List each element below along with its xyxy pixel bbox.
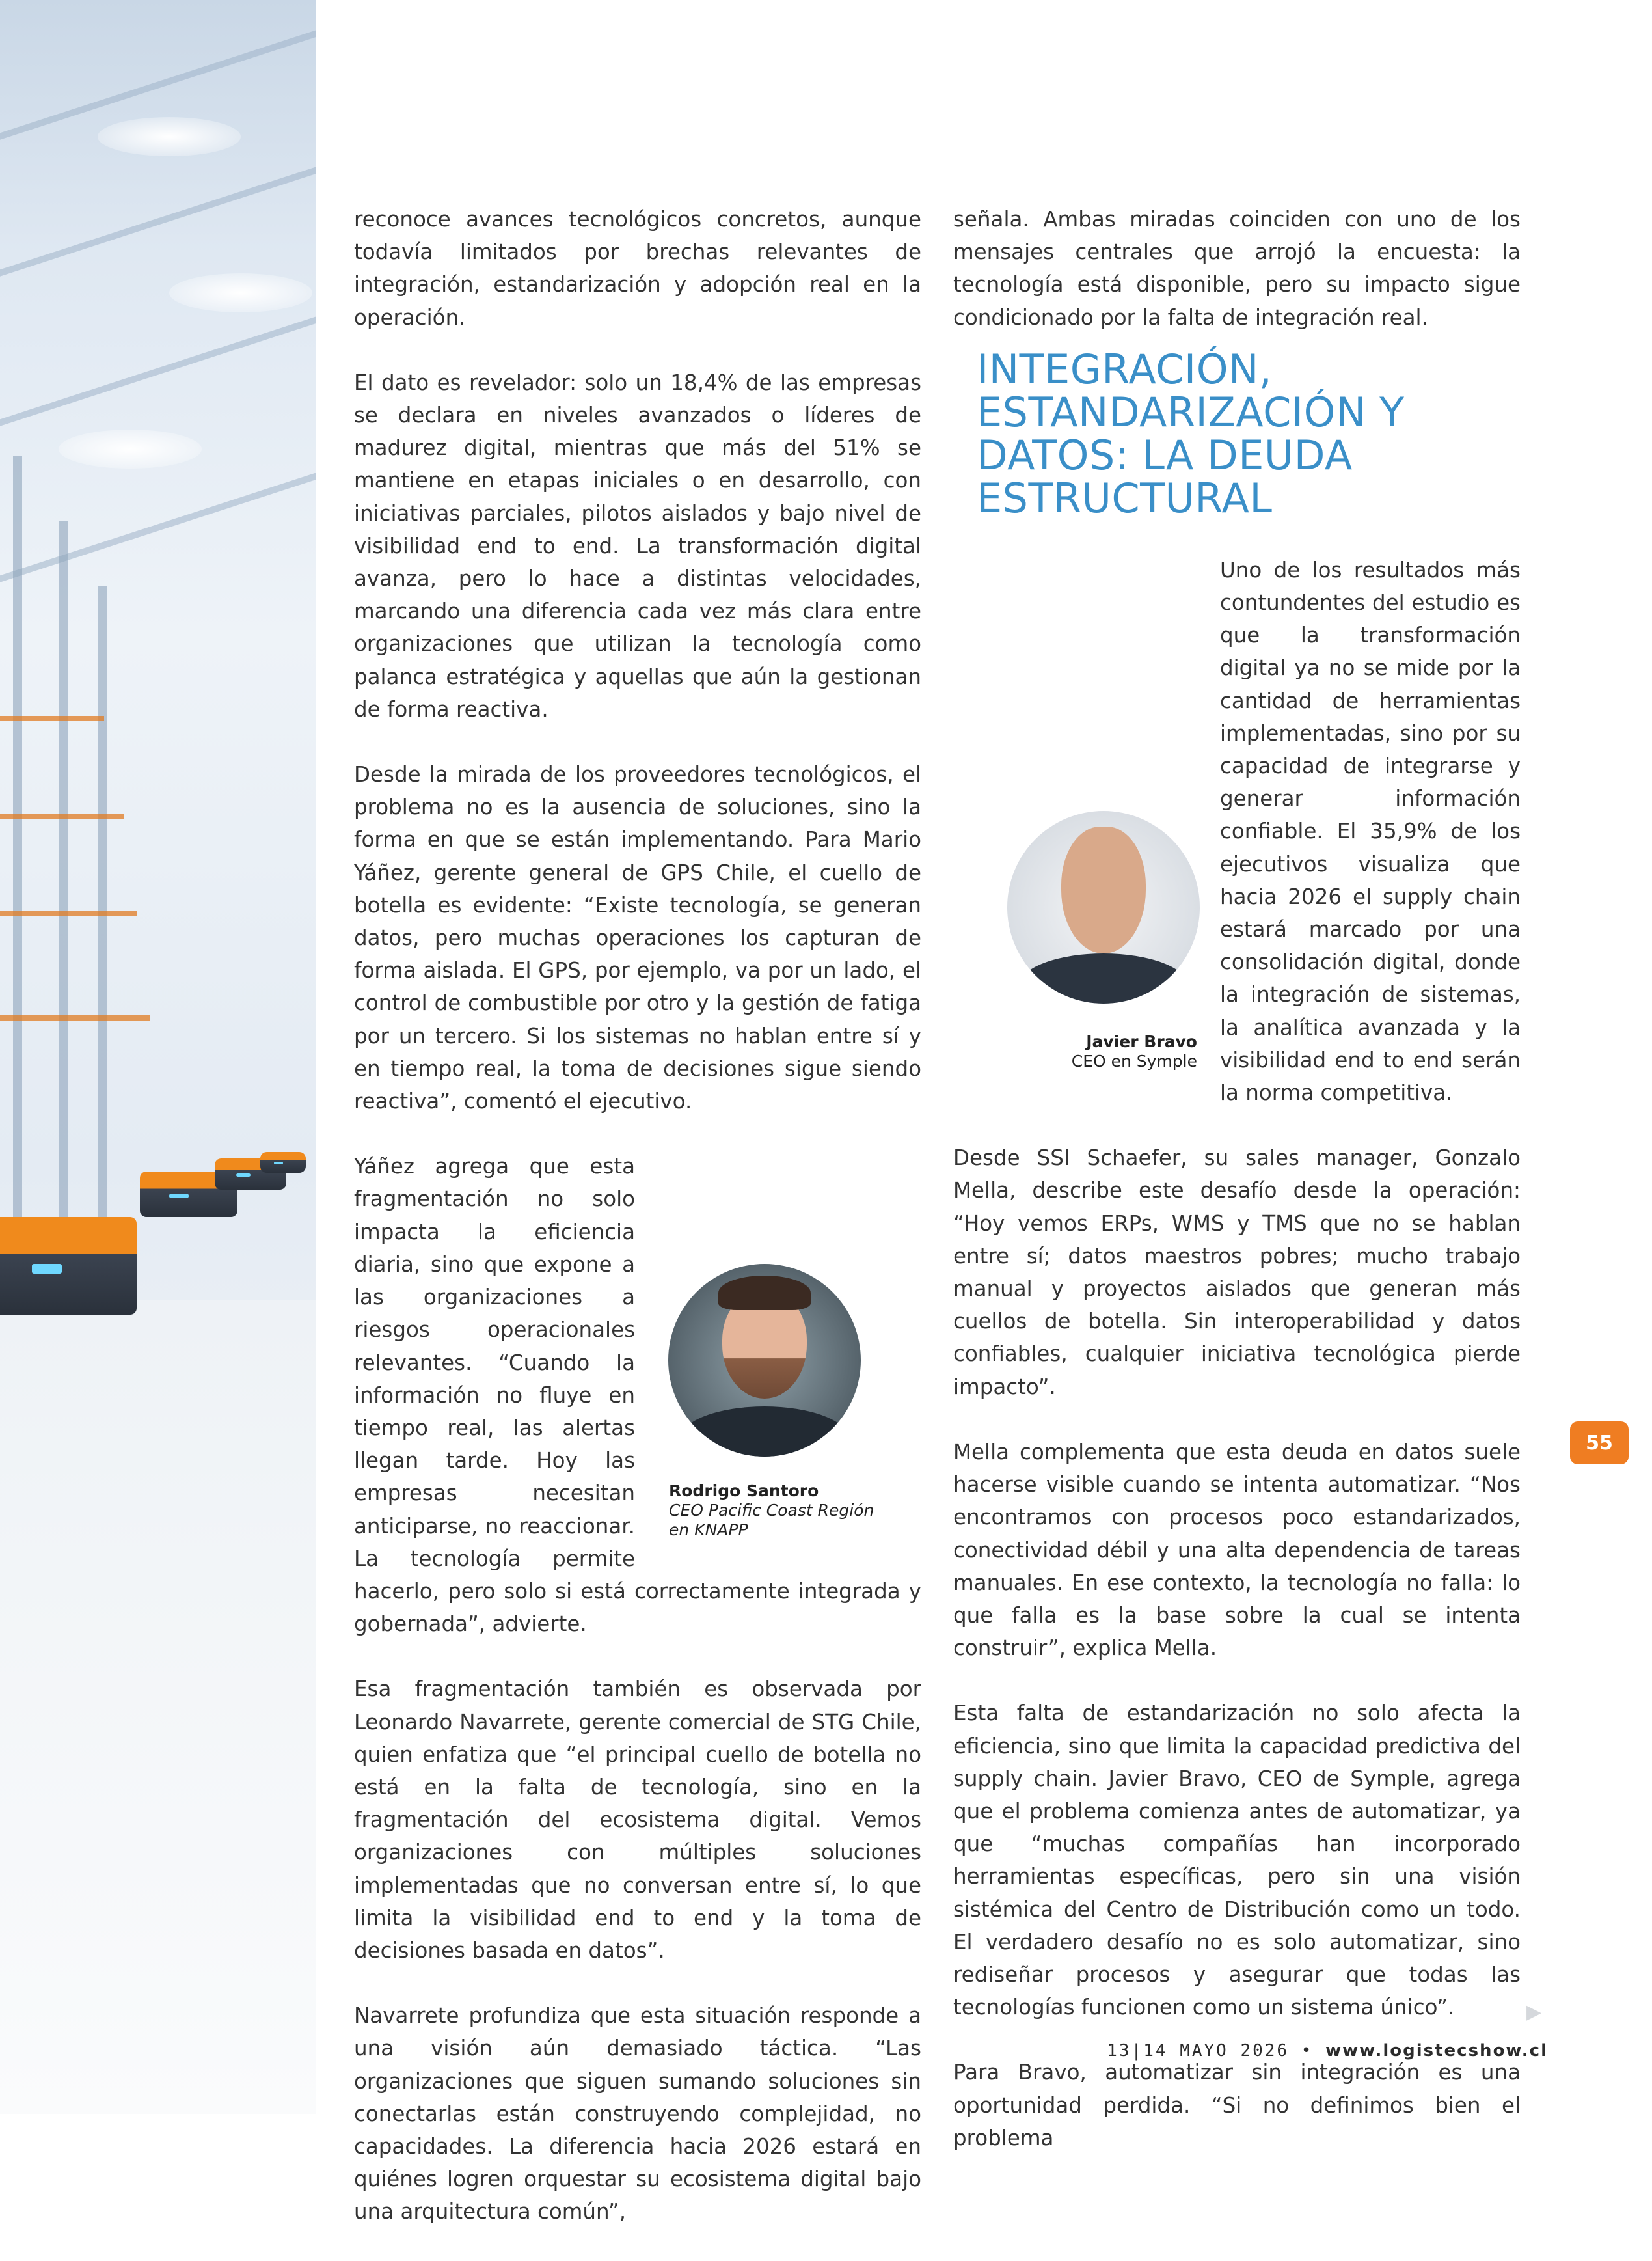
footer xyxy=(1107,2041,1548,2061)
paragraph: Esta falta de estandarización no solo afecta la eficiencia, sino que limita la capacidad predictiva del supply chain. Javier Bravo, CEO de Symple, agrega que el problema comienza antes de automatizar, ya que “muchas compañías han incorporado herramientas específicas, pero sin una visión sistémica del Centro de Distribución como un todo. El verdadero desafío no es solo automatizar, sino rediseñar procesos y asegurar que todas las tecnologías funcionen como un sistema único”. xyxy=(953,1701,1521,2020)
footer-dates: 13|14 MAYO 2026 xyxy=(1107,2041,1290,2061)
paragraph: Esa fragmentación también es observada por Leonardo Navarrete, gerente comercial de STG Chile, quien enfatiza que “el principal cuello de botella no está en la falta de tecnología, sino en la fragmentación del ecosistema digital. Vemos organizaciones con múltiples soluciones implementadas que no conversan entre sí, lo que limita la visibilidad end to end y la toma de decisiones basada en datos”. xyxy=(354,1677,921,1963)
caption-bravo xyxy=(989,1032,1197,1071)
portrait-photo-santoro xyxy=(668,1264,861,1457)
paragraph: El dato es revelador: solo un 18,4% de las empresas se declara en niveles avanzados o líderes de madurez digital, mientras que más del 51% se mantiene en etapas iniciales o en desarrollo, con iniciativas parciales, pilotos aislados y bajo nivel de visibilidad end to end. La transformación digital avanza, pero lo hace a distintas velocidades, marcando una diferencia cada vez más clara entre organizaciones que utilizan la tecnología como palanca estratégica y aquellas que aún la gestionan de forma reactiva. xyxy=(354,370,921,722)
portrait-photo-bravo xyxy=(1007,811,1200,1004)
paragraph: Uno de los resultados más contundentes del estudio es que la transformación digital ya no se mide por la cantidad de herramientas implementadas, sino por su capacidad de integrarse y generar información confiable. El 35,9% de los ejecutivos visualiza que hacia 2026 el supply chain estará marcado por una consolidación digital, donde la integración de sistemas, la analítica avanzada y la visibilidad end to end serán la norma competitiva. xyxy=(1220,557,1521,1106)
article-column-right xyxy=(953,203,1521,2187)
warehouse-photo xyxy=(0,0,316,2114)
paragraph: Navarrete profundiza que esta situación responde a una visión aún demasiado táctica. “Las organizaciones que siguen sumando soluciones sin conectarlas están construyendo complejidad, no capacidades. La diferencia hacia 2026 estará en quiénes logren orquestar su ecosistema digital bajo una arquitectura común”, xyxy=(354,2003,921,2225)
paragraph: reconoce avances tecnológicos concretos, aunque todavía limitados por brechas relevantes de integración, estandarización y adopción real en la operación. xyxy=(354,207,921,330)
paragraph: Desde SSI Schaefer, su sales manager, Gonzalo Mella, describe este desafío desde la operación: “Hoy vemos ERPs, WMS y TMS que no se hablan entre sí; datos maestros pobres; mucho trabajo manual y proyectos aislados que generan más cuellos de botella. Sin interoperabilidad y datos confiables, cualquier iniciativa tecnológica pierde impacto”. xyxy=(953,1145,1521,1399)
footer-separator: • xyxy=(1301,2041,1314,2061)
paragraph: Mella complementa que esta deuda en datos suele hacerse visible cuando se intenta automatizar. “Nos encontramos con procesos poco estandarizados, conectividad débil y una alta dependencia de tareas manuales. En ese contexto, la tecnología no falla: lo que falla es la base sobre la cual se intenta construir”, explica Mella. xyxy=(953,1439,1521,1661)
section-heading: INTEGRACIÓN, ESTANDARIZACIÓN Y DATOS: LA DEUDA ESTRUCTURAL xyxy=(977,345,1405,522)
caption-name: Javier Bravo xyxy=(1086,1032,1197,1051)
footer-website-link[interactable]: www.logistecshow.cl xyxy=(1325,2041,1548,2061)
paragraph: Desde la mirada de los proveedores tecnológicos, el problema no es la ausencia de soluciones, sino la forma en que se están implementando. Para Mario Yáñez, gerente general de GPS Chile, el cuello de botella es evidente: “Existe tecnología, se generan datos, pero muchas operaciones los capturan de forma aislada. El GPS, por ejemplo, va por un lado, el control de combustible por otro y la gestión de fatiga por un tercero. Si los sistemas no hablan entre sí y en tiempo real, la toma de decisiones sigue siendo reactiva”, comentó el ejecutivo. xyxy=(354,762,921,1114)
caption-role: CEO en Symple xyxy=(1071,1052,1197,1071)
paragraph: Para Bravo, automatizar sin integración es una oportunidad perdida. “Si no definimos bien el problema xyxy=(953,2060,1521,2150)
paragraph: Yáñez agrega que esta fragmentación no solo impacta la eficiencia diaria, sino que expone a las organizaciones a riesgos operacionales relevantes. “Cuando la información no fluye en tiempo real, las alertas llegan tarde. Hoy las empresas necesitan anticiparse, no reaccionar. La tecnología permite hacerlo, pero solo si está correctamente integrada y gobernada”, advierte. xyxy=(354,1154,921,1637)
paragraph: señala. Ambas miradas coinciden con uno de los mensajes centrales que arrojó la encuesta: la tecnología está disponible, pero su impacto sigue condicionado por la falta de integración real. xyxy=(953,207,1521,330)
caption-santoro xyxy=(669,1481,890,1540)
caption-name: Rodrigo Santoro xyxy=(669,1481,819,1500)
caption-role: CEO Pacific Coast Región en KNAPP xyxy=(669,1501,874,1539)
robot-graphic xyxy=(0,1217,137,1315)
article-column-left xyxy=(354,203,921,2261)
next-page-arrow-icon: ▶ xyxy=(1526,2001,1542,2023)
page-number-badge: 55 xyxy=(1570,1421,1629,1464)
